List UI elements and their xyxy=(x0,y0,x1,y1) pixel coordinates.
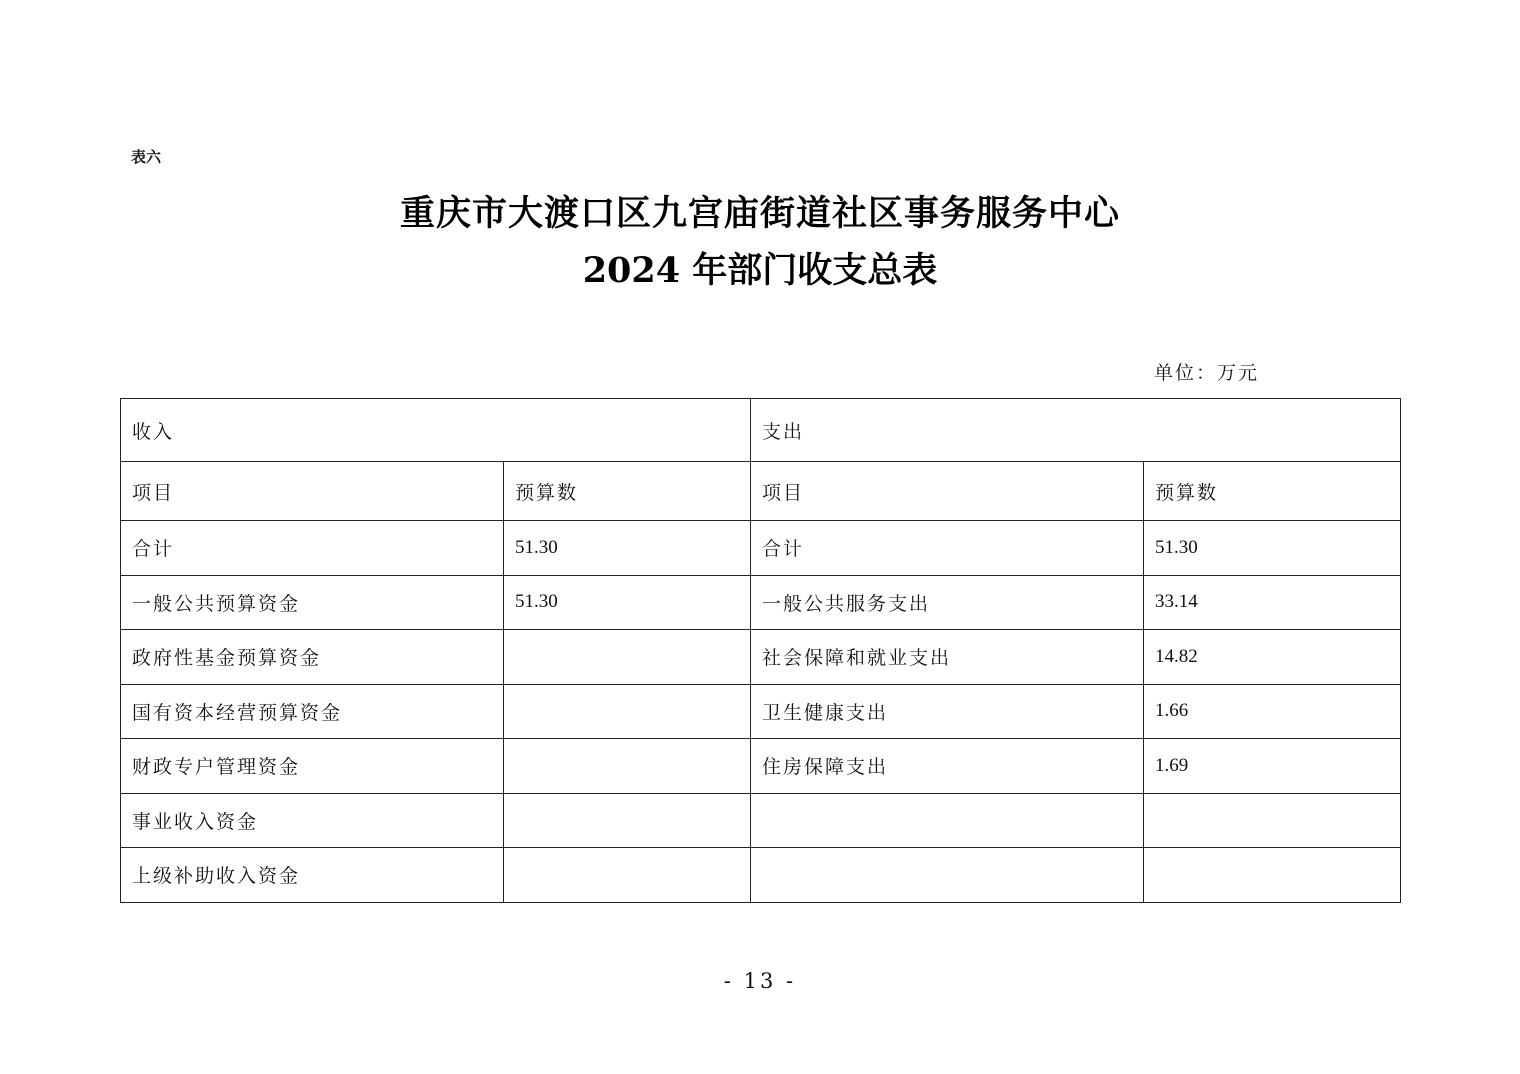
document-title-line-1: 重庆市大渡口区九宫庙街道社区事务服务中心 xyxy=(399,193,1120,234)
expense-item-cell: 一般公共服务支出 xyxy=(751,575,1144,630)
expense-item-cell: 社会保障和就业支出 xyxy=(751,630,1144,685)
table-row xyxy=(121,739,1401,794)
expense-budget-cell: 33.14 xyxy=(1144,575,1401,630)
income-item-cell: 事业收入资金 xyxy=(121,793,504,848)
expense-budget-cell: 14.82 xyxy=(1144,630,1401,685)
expense-item-cell xyxy=(751,793,1144,848)
section-header-row xyxy=(121,399,1401,462)
expense-item-cell: 合计 xyxy=(751,521,1144,576)
income-budget-cell xyxy=(504,739,751,794)
income-budget-column-header: 预算数 xyxy=(504,462,751,521)
income-item-cell: 合计 xyxy=(121,521,504,576)
expense-budget-cell xyxy=(1144,793,1401,848)
expense-budget-cell: 1.66 xyxy=(1144,684,1401,739)
expense-item-cell: 住房保障支出 xyxy=(751,739,1144,794)
document-title-line-2: 2024 年部门收支总表 xyxy=(582,250,938,291)
table-row xyxy=(121,575,1401,630)
budget-summary-table xyxy=(120,398,1401,903)
income-item-cell: 财政专户管理资金 xyxy=(121,739,504,794)
table-row xyxy=(121,684,1401,739)
column-header-row xyxy=(121,462,1401,521)
table-number-label: 表六 xyxy=(131,148,162,166)
table-row xyxy=(121,630,1401,685)
table-row xyxy=(121,521,1401,576)
income-budget-cell xyxy=(504,793,751,848)
income-budget-cell xyxy=(504,848,751,903)
expense-budget-cell: 51.30 xyxy=(1144,521,1401,576)
income-budget-cell xyxy=(504,684,751,739)
income-budget-cell xyxy=(504,630,751,685)
expense-budget-cell xyxy=(1144,848,1401,903)
income-item-column-header: 项目 xyxy=(121,462,504,521)
income-budget-cell: 51.30 xyxy=(504,521,751,576)
expense-budget-cell: 1.69 xyxy=(1144,739,1401,794)
expense-item-cell: 卫生健康支出 xyxy=(751,684,1144,739)
table-row xyxy=(121,793,1401,848)
income-item-cell: 国有资本经营预算资金 xyxy=(121,684,504,739)
income-item-cell: 政府性基金预算资金 xyxy=(121,630,504,685)
page-number: - 13 - xyxy=(723,969,797,993)
table-row xyxy=(121,848,1401,903)
income-item-cell: 一般公共预算资金 xyxy=(121,575,504,630)
expense-item-cell xyxy=(751,848,1144,903)
income-budget-cell: 51.30 xyxy=(504,575,751,630)
expense-budget-column-header: 预算数 xyxy=(1144,462,1401,521)
income-section-header: 收入 xyxy=(121,399,751,462)
unit-label: 单位：万元 xyxy=(1154,362,1260,384)
expense-item-column-header: 项目 xyxy=(751,462,1144,521)
income-item-cell: 上级补助收入资金 xyxy=(121,848,504,903)
expense-section-header: 支出 xyxy=(751,399,1401,462)
